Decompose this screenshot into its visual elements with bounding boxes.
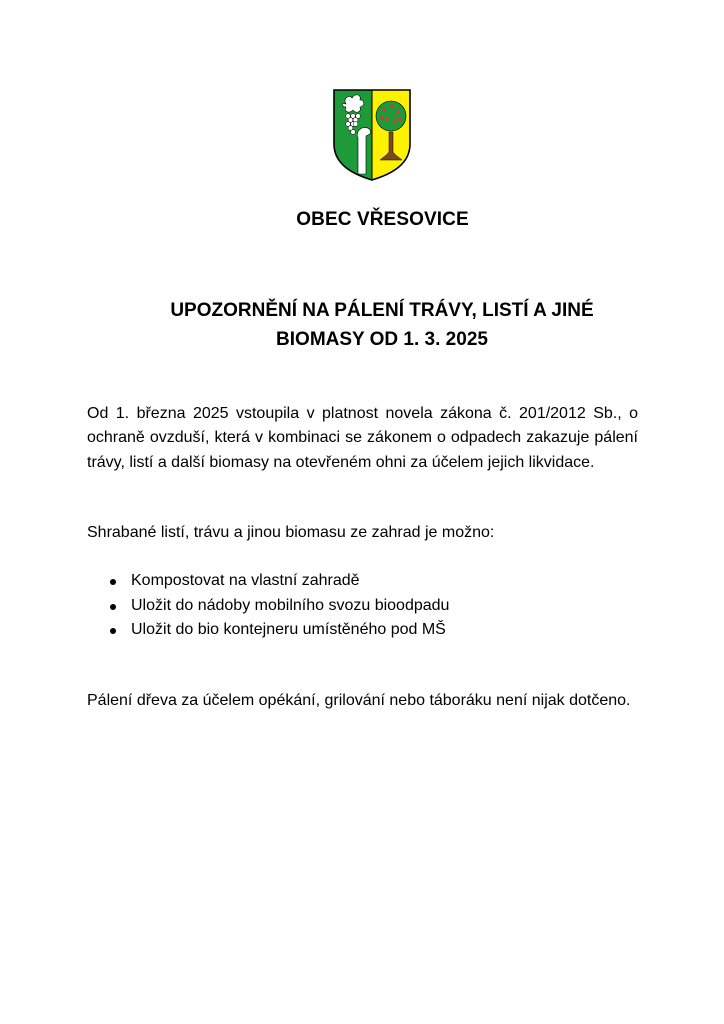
- disposal-options-list: [87, 569, 638, 643]
- closing-paragraph: Pálení dřeva za účelem opékání, grilování nebo táboráku není nijak dotčeno.: [87, 692, 631, 709]
- bullet-icon: [110, 604, 116, 610]
- list-item: [87, 569, 638, 594]
- lead-paragraph: Shrabané listí, trávu a jinou biomasu ze zahrad je možno:: [87, 524, 495, 541]
- intro-paragraph: Od 1. března 2025 vstoupila v platnost novela zákona č. 201/2012 Sb., o ochraně ovzduší, která v kombinaci se zákonem o odpadech zakazuje pálení trávy, listí a další biomasy na otevřeném ohni za účelem jejich likvidace.: [87, 405, 638, 471]
- notice-title: [115, 296, 649, 354]
- list-item: [87, 594, 638, 619]
- list-item-label: Kompostovat na vlastní zahradě: [131, 572, 360, 589]
- bullet-icon: [110, 628, 116, 634]
- bullet-icon: [110, 579, 116, 585]
- coat-of-arms-icon: [332, 88, 412, 182]
- list-item-label: Uložit do nádoby mobilního svozu bioodpadu: [131, 596, 450, 614]
- notice-title-line-2: BIOMASY OD 1. 3. 2025: [276, 329, 488, 350]
- list-item: [87, 618, 638, 643]
- municipality-title: OBEC VŘESOVICE: [296, 209, 469, 230]
- notice-title-line-1: UPOZORNĚNÍ NA PÁLENÍ TRÁVY, LISTÍ A JINÉ: [170, 300, 594, 321]
- list-item-label: Uložit do bio kontejneru umístěného pod MŠ: [131, 621, 446, 638]
